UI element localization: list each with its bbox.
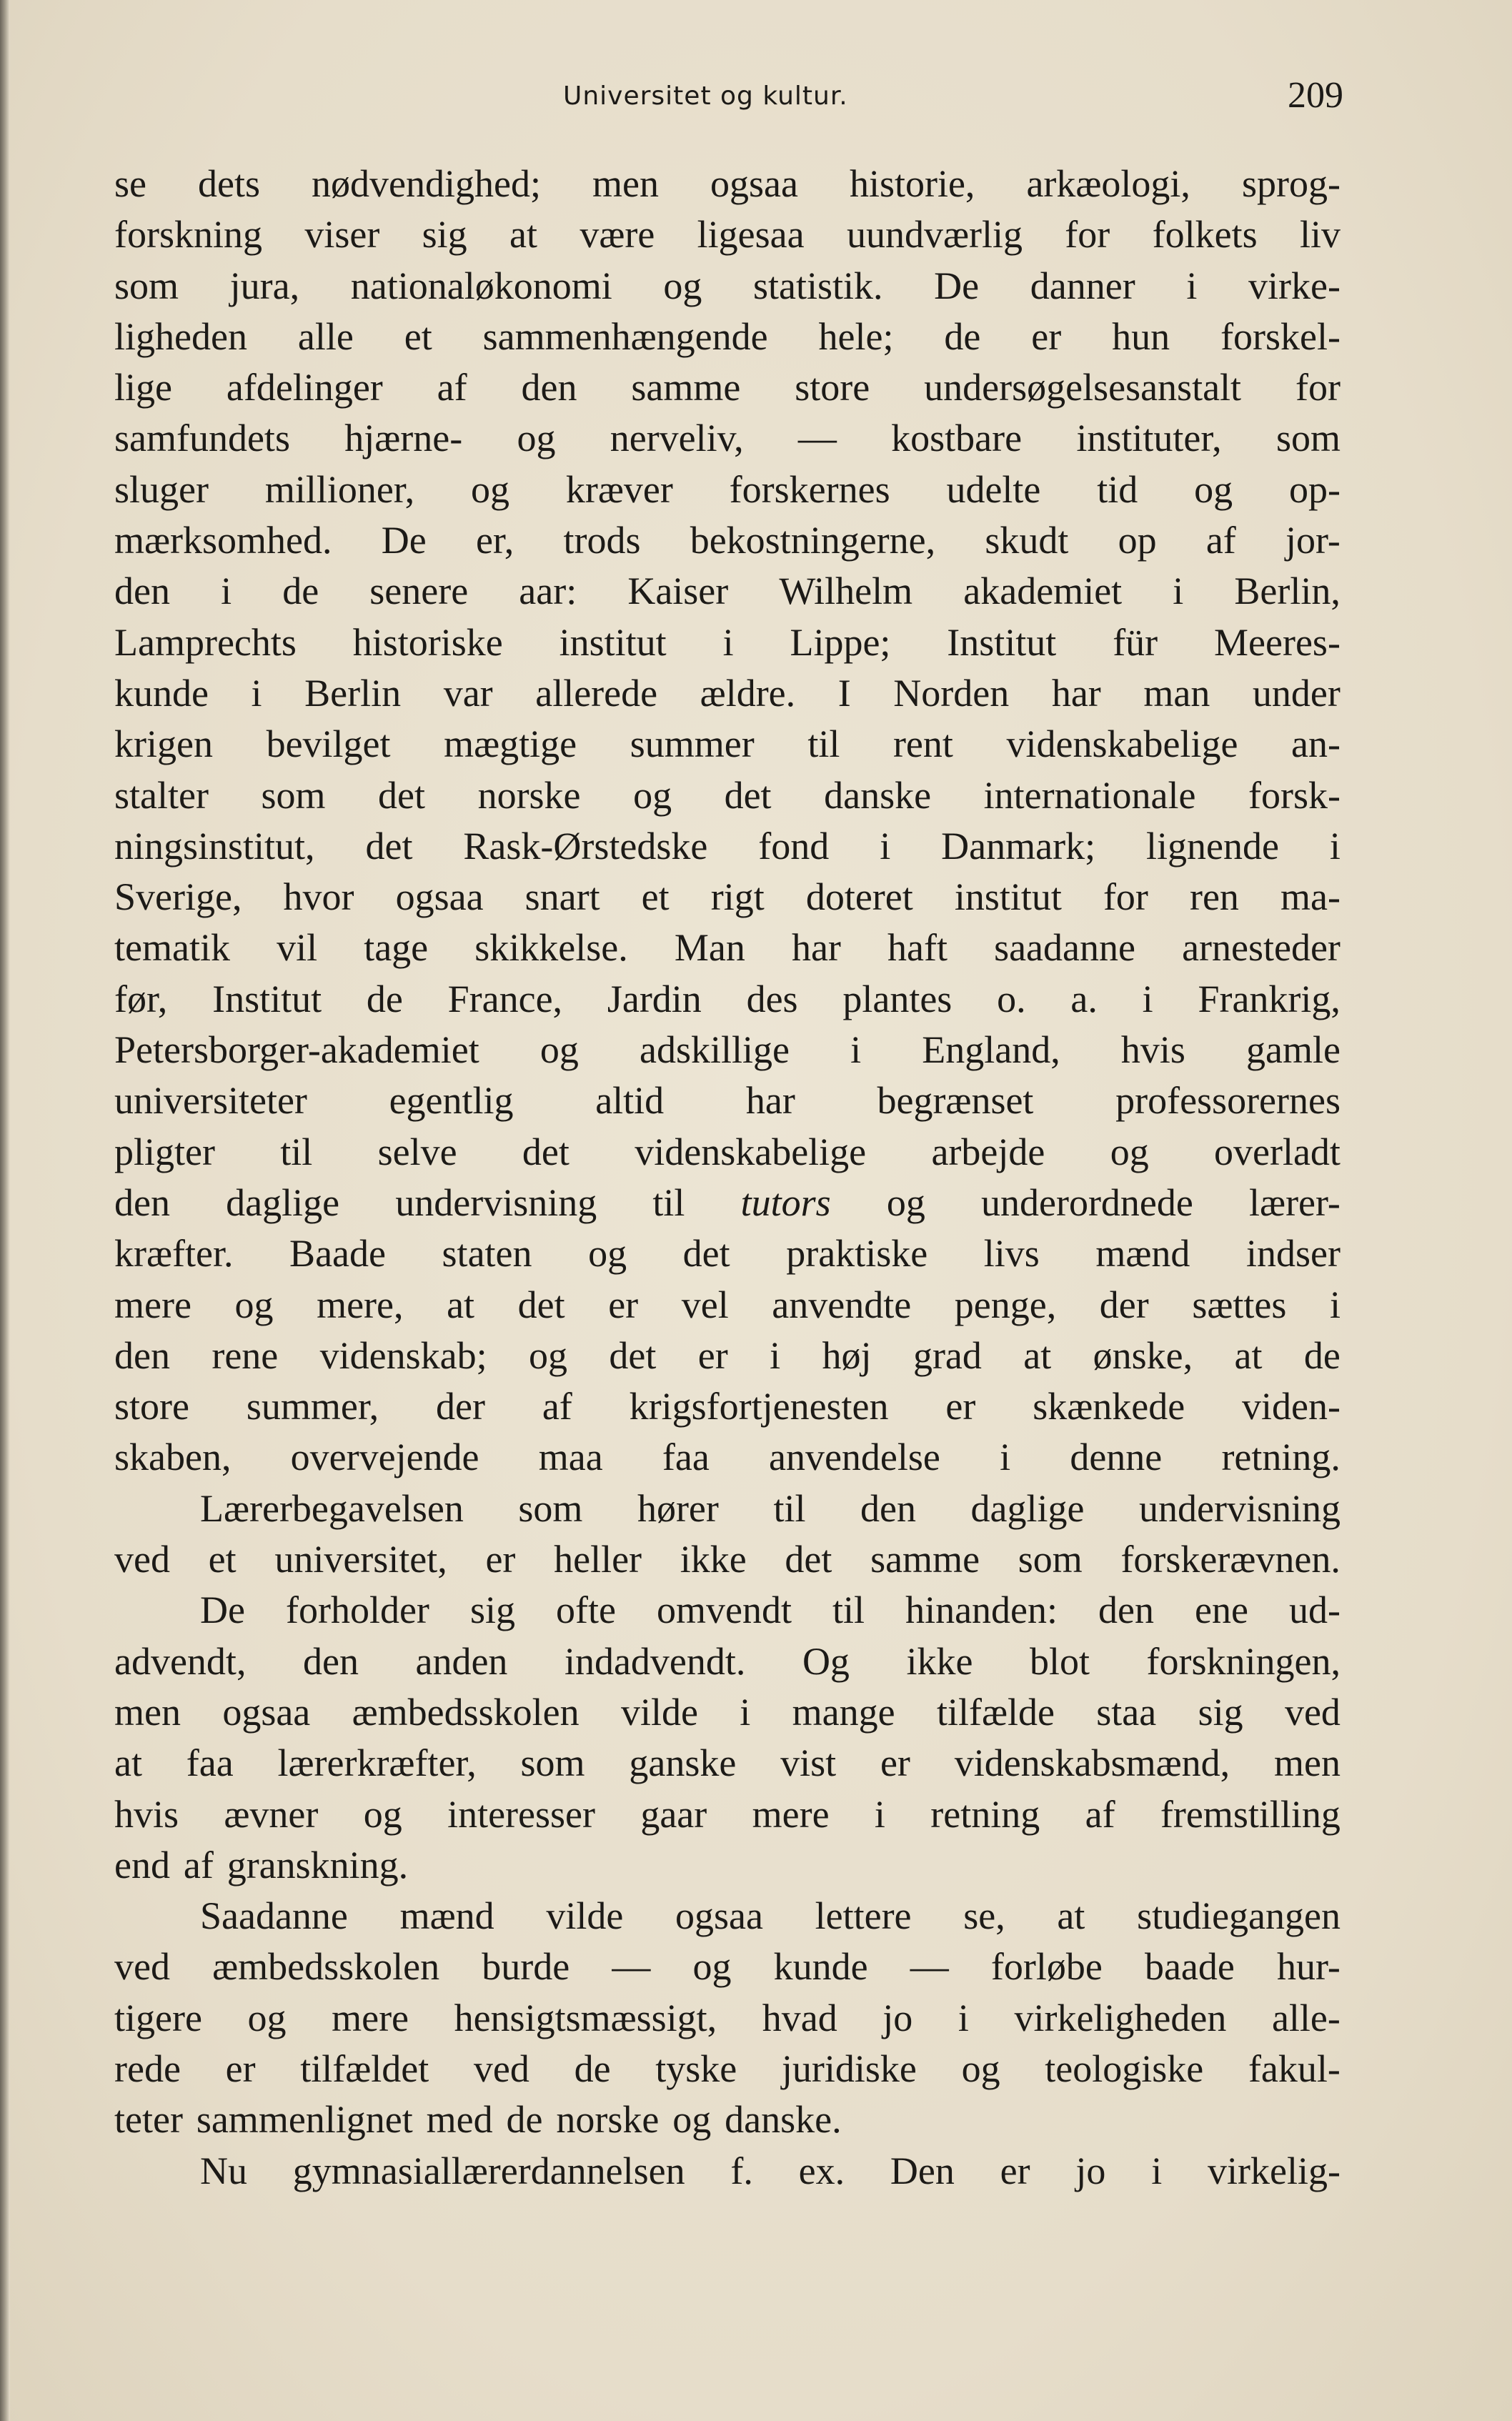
text-line: Sverige, hvor ogsaa snart et rigt doteret institut for ren ma-	[114, 875, 1341, 919]
running-title: Universitet og kultur.	[563, 81, 848, 111]
text-line: mærksomhed. De er, trods bekostningerne, skudt op af jor-	[114, 519, 1341, 562]
text-line: samfundets hjærne- og nerveliv, — kostbare instituter, som	[114, 417, 1341, 460]
text-line: advendt, den anden indadvendt. Og ikke blot forskningen,	[114, 1639, 1341, 1683]
text-line: rede er tilfældet ved de tyske juridiske og teologiske fakul-	[114, 2047, 1341, 2090]
text-line: den daglige undervisning til tutors og underordnede lærer-	[114, 1180, 1341, 1224]
text-line: den rene videnskab; og det er i høj grad at ønske, at de	[114, 1333, 1341, 1377]
text-line: den i de senere aar: Kaiser Wilhelm akademiet i Berlin,	[114, 570, 1341, 613]
text-line: Saadanne mænd vilde ogsaa lettere se, at studiegangen	[200, 1894, 1341, 1938]
text-line: skaben, overvejende maa faa anvendelse i denne retning.	[114, 1436, 1341, 1479]
text-line: før, Institut de France, Jardin des plantes o. a. i Frankrig,	[114, 977, 1341, 1020]
text-line: ligheden alle et sammenhængende hele; de er hun forskel-	[114, 314, 1341, 358]
text-line: teter sammenlignet med de norske og danske.	[114, 2098, 842, 2142]
text-line: pligter til selve det videnskabelige arbejde og overladt	[114, 1130, 1341, 1173]
text-line: store summer, der af krigsfortjenesten er skænkede viden-	[114, 1385, 1341, 1428]
text-line: Lærerbegavelsen som hører til den daglige undervisning	[200, 1486, 1341, 1530]
text-line: ningsinstitut, det Rask-Ørstedske fond i Danmark; lignende i	[114, 824, 1341, 868]
text-line: krigen bevilget mægtige summer til rent videnskabelige an-	[114, 722, 1341, 766]
text-line: De forholder sig ofte omvendt til hinanden: den ene ud-	[200, 1589, 1341, 1632]
text-line: kunde i Berlin var allerede ældre. I Norden har man under	[114, 671, 1341, 715]
text-line: Nu gymnasiallærerdannelsen f. ex. Den er jo i virkelig-	[200, 2149, 1341, 2192]
text-line: at faa lærerkræfter, som ganske vist er videnskabsmænd, men	[114, 1741, 1341, 1785]
page-number: 209	[1288, 75, 1343, 116]
text-line: forskning viser sig at være ligesaa uundværlig for folkets liv	[114, 213, 1341, 257]
text-line: se dets nødvendighed; men ogsaa historie, arkæologi, sprog-	[114, 162, 1341, 205]
text-line: tigere og mere hensigtsmæssigt, hvad jo i virkeligheden alle-	[114, 1996, 1341, 2039]
body-text	[114, 159, 1341, 2197]
text-line: sluger millioner, og kræver forskernes udelte tid og op-	[114, 467, 1341, 511]
text-line: kræfter. Baade staten og det praktiske livs mænd indser	[114, 1232, 1341, 1276]
text-line: men ogsaa æmbedsskolen vilde i mange tilfælde staa sig ved	[114, 1690, 1341, 1734]
text-line: tematik vil tage skikkelse. Man har haft saadanne arnesteder	[114, 926, 1341, 970]
text-line: universiteter egentlig altid har begrænset professorernes	[114, 1079, 1341, 1123]
text-line: ved et universitet, er heller ikke det samme som forskerævnen.	[114, 1538, 1341, 1581]
page-header	[114, 74, 1343, 131]
text-line: Lamprechts historiske institut i Lippe; Institut für Meeres-	[114, 620, 1341, 664]
text-line: mere og mere, at det er vel anvendte penge, der sættes i	[114, 1283, 1341, 1326]
text-line: Petersborger-akademiet og adskillige i England, hvis gamle	[114, 1028, 1341, 1072]
text-line: som jura, nationaløkonomi og statistik. De danner i virke-	[114, 264, 1341, 307]
text-line: stalter som det norske og det danske internationale forsk-	[114, 773, 1341, 817]
text-line: hvis ævner og interesser gaar mere i retning af fremstilling	[114, 1792, 1341, 1836]
text-line: ved æmbedsskolen burde — og kunde — forløbe baade hur-	[114, 1945, 1341, 1989]
page-binding-edge	[0, 0, 10, 2421]
text-line: end af granskning.	[114, 1843, 409, 1886]
text-line: lige afdelinger af den samme store undersøgelsesanstalt for	[114, 366, 1341, 409]
